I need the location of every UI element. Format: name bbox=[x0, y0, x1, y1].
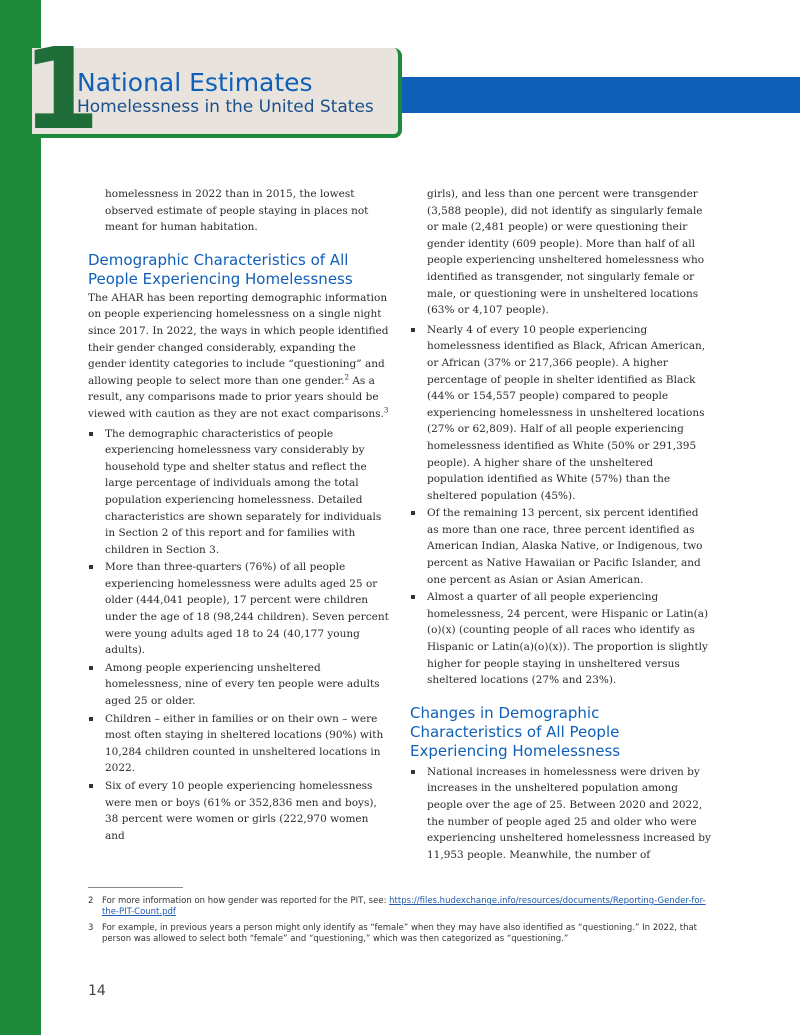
demographics-paragraph bbox=[88, 290, 390, 423]
chapter-subtitle: Homelessness in the United States bbox=[77, 97, 374, 117]
left-column bbox=[88, 186, 390, 845]
footnote-ref-2[interactable]: 2 bbox=[344, 373, 349, 382]
footnote-text: For example, in previous years a person might only identify as “female” when they may have also identified as “questioning.” In 2022, that person was allowed to select both “female” and “questioning,” which was then categorized as “questioning.” bbox=[102, 923, 698, 944]
footnote-text: For more information on how gender was reported for the PIT, see: bbox=[102, 896, 390, 906]
footnote-number: 2 bbox=[88, 896, 94, 906]
list-item: National increases in homelessness were driven by increases in the unsheltered population among people over the age of 25. Between 2020 and 2022, the number of people aged 25 and older who were experiencing unsheltered homelessness increased by 11,953 people. Meanwhile, the number of bbox=[410, 764, 712, 864]
footnote-2 bbox=[88, 896, 708, 918]
right-bullet-list-2 bbox=[410, 764, 712, 864]
left-green-bar bbox=[0, 0, 41, 1035]
list-item: Of the remaining 13 percent, six percent identified as more than one race, three percent identified as American Indian, Alaska Native, or Indigenous, two percent as Native Hawaiian or Pacific Islander, and one percent as Asian or Asian American. bbox=[410, 505, 712, 588]
page-number: 14 bbox=[88, 983, 106, 999]
continued-paragraph: girls), and less than one percent were transgender (3,588 people), did not identify as singularly female or male (2,481 people) or were questioning their gender identity (609 people). More than half of all people experiencing unsheltered homelessness who identified as transgender, not singularly female or male, or questioning were in unsheltered locations (63% or 4,107 people). bbox=[427, 188, 705, 317]
footnotes bbox=[88, 896, 708, 950]
list-item: Among people experiencing unsheltered homelessness, nine of every ten people were adults aged 25 or older. bbox=[88, 660, 390, 710]
list-item: More than three-quarters (76%) of all people experiencing homelessness were adults aged 25 or older (444,041 people), 17 percent were children under the age of 18 (98,244 children). Seven percent were young adults aged 18 to 24 (40,177 young adults). bbox=[88, 559, 390, 659]
list-item: Six of every 10 people experiencing homelessness were men or boys (61% or 352,836 men and boys), 38 percent were women or girls (222,970 women and bbox=[88, 778, 390, 844]
footnote-link[interactable]: https://files.hudexchange.info/resources/documents/Reporting-Gender-for-the-PIT-Count.pdf bbox=[102, 896, 706, 917]
list-item: Children – either in families or on their own – were most often staying in sheltered locations (90%) with 10,284 children counted in unsheltered locations in 2022. bbox=[88, 711, 390, 777]
header-blue-band bbox=[396, 77, 800, 113]
footnote-ref-3[interactable]: 3 bbox=[383, 406, 389, 415]
right-bullet-list bbox=[410, 322, 712, 689]
chapter-title: National Estimates bbox=[77, 68, 313, 97]
footnote-3 bbox=[88, 923, 708, 945]
list-item: Nearly 4 of every 10 people experiencing homelessness identified as Black, African American, or African (37% or 217,366 people). A higher percentage of people in shelter identified as Black (44% or 154,557 people) compared to people experiencing homelessness in unsheltered locations (27% or 62,809). Half of all people experiencing homelessness identified as White (50% or 291,395 people). A higher share of the unsheltered population identified as White (57%) than the sheltered population (45%). bbox=[410, 322, 712, 505]
list-item: The demographic characteristics of people experiencing homelessness vary considerably by household type and shelter status and reflect the large percentage of individuals among the total population experiencing homelessness. Detailed characteristics are shown separately for individuals in Section 2 of this report and for families with children in Section 3. bbox=[88, 426, 390, 559]
left-bullet-list bbox=[88, 426, 390, 845]
section-heading-changes: Changes in Demographic Characteristics of All People Experiencing Homelessness bbox=[410, 703, 621, 760]
intro-paragraph: homelessness in 2022 than in 2015, the lowest observed estimate of people staying in places not meant for human habitation. bbox=[105, 188, 369, 234]
paragraph-text-b: As a result, any comparisons made to prior years should be viewed with caution as they are not exact comparisons. bbox=[88, 374, 384, 420]
footnote-divider bbox=[88, 887, 183, 888]
list-item: Almost a quarter of all people experiencing homelessness, 24 percent, were Hispanic or Latin(a)(o)(x) (counting people of all races who identify as Hispanic or Latin(a)(o)(x)). The proportion is slightly higher for people staying in unsheltered versus sheltered locations (27% and 23%). bbox=[410, 589, 712, 689]
paragraph-text-a: The AHAR has been reporting demographic information on people experiencing homelessness on a single night since 2017. In 2022, the ways in which people identified their gender changed considerably, expanding the gender identity categories to include “questioning” and allowing people to select more than one gender. bbox=[88, 291, 389, 387]
right-column bbox=[410, 186, 712, 864]
footnote-number: 3 bbox=[88, 923, 94, 933]
section-heading-demographics: Demographic Characteristics of All People Experiencing Homelessness bbox=[88, 250, 353, 288]
chapter-number: 1 bbox=[22, 25, 96, 155]
